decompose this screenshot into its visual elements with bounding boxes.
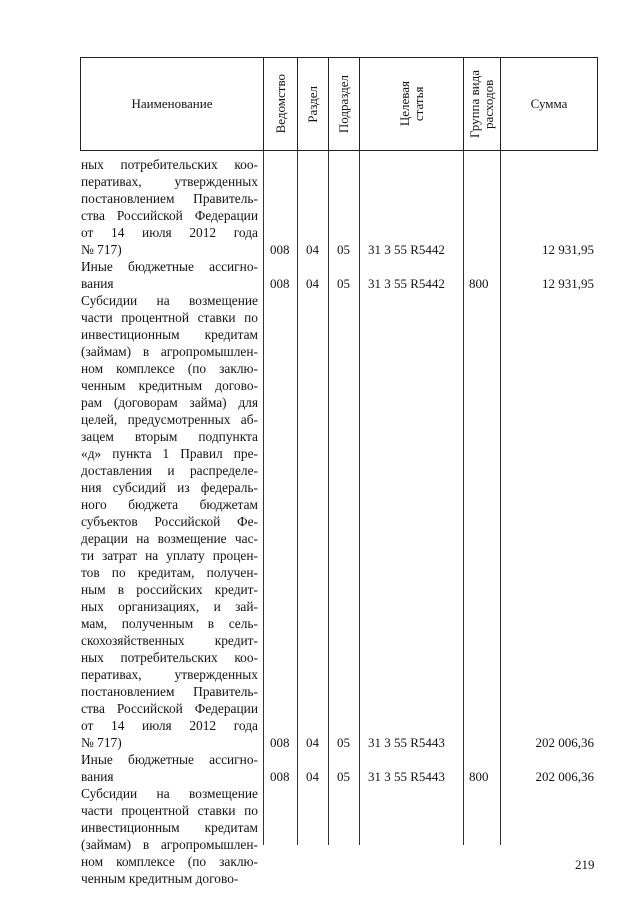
vedomstvo-cell: 008 [270, 242, 290, 257]
row-name-line: ти затрат на уплату процен- [81, 548, 258, 563]
row-name-line: зацем вторым подпункта [81, 429, 258, 444]
summa-cell: 202 006,36 [535, 735, 594, 750]
row-name-line: тов по кредитам, получен- [81, 565, 258, 580]
tselevaya-statya-cell: 31 3 55 R5442 [368, 276, 445, 291]
row-name [81, 751, 258, 785]
gruppa-vida-cell: 800 [469, 769, 489, 784]
row-name-line: Иные бюджетные ассигно- [81, 259, 258, 274]
vedomstvo-cell: 008 [270, 276, 290, 291]
column-divider [328, 151, 329, 845]
row-name-line: ных потребительских коо- [81, 650, 258, 665]
row-name-line: Субсидии на возмещение [81, 293, 258, 308]
row-name-line: субъектов Российской Фе- [81, 514, 258, 529]
column-divider [463, 151, 464, 845]
row-name-line: ном комплексе (по заклю- [81, 361, 258, 376]
summa-cell: 12 931,95 [542, 242, 594, 257]
row-name-line: Иные бюджетные ассигно- [81, 752, 258, 767]
row-name-line: ным в российских кредит- [81, 582, 258, 597]
row-name-line: «д» пункта 1 Правил пре- [81, 446, 258, 461]
podrazdel-cell: 05 [337, 276, 350, 291]
page-number: 219 [575, 857, 595, 872]
row-name-line: мам, полученным в сель- [81, 616, 258, 631]
summa-cell: 202 006,36 [535, 769, 594, 784]
summa-cell: 12 931,95 [542, 276, 594, 291]
row-name-line: целей, предусмотренных аб- [81, 412, 258, 427]
podrazdel-cell: 05 [337, 242, 350, 257]
row-name-line: вания [81, 276, 114, 291]
row-name-line: ном комплексе (по заклю- [81, 854, 258, 869]
gruppa-vida-cell: 800 [469, 276, 489, 291]
row-name-line: дерации на возмещение час- [81, 531, 258, 546]
razdel-cell: 04 [306, 276, 319, 291]
header-summa: Сумма [530, 96, 568, 111]
row-name-line: части процентной ставки по [81, 803, 258, 818]
row-name-line: № 717) [81, 735, 122, 750]
row-name-line: скохозяйственных кредит- [81, 633, 258, 648]
razdel-cell: 04 [306, 769, 319, 784]
tselevaya-statya-cell: 31 3 55 R5443 [368, 735, 445, 750]
row-name-line: ченным кредитным догово- [81, 871, 239, 886]
row-name [81, 156, 258, 258]
row-name-line: ного бюджета бюджетам [81, 497, 258, 512]
tselevaya-statya-cell: 31 3 55 R5442 [368, 242, 445, 257]
header-razdel: Раздел [298, 58, 329, 150]
row-name-line: инвестиционным кредитам [81, 327, 258, 342]
vedomstvo-cell: 008 [270, 769, 290, 784]
row-name [81, 258, 258, 292]
row-name-line: части процентной ставки по [81, 310, 258, 325]
header-podrazdel: Подраздел [329, 58, 360, 150]
razdel-cell: 04 [306, 242, 319, 257]
table-header [80, 57, 598, 151]
row-name-line: инвестиционным кредитам [81, 820, 258, 835]
vedomstvo-cell: 008 [270, 735, 290, 750]
row-name-line: ных потребительских коо- [81, 157, 258, 172]
podrazdel-cell: 05 [337, 769, 350, 784]
header-gruppa-vida-raskhodov: Группа вида расходов [464, 58, 501, 150]
column-divider [263, 151, 264, 845]
header-vedomstvo: Ведомство [264, 58, 298, 150]
row-name-line: доставления и распределе- [81, 463, 258, 478]
row-name-line: (займам) в агропромышлен- [81, 837, 258, 852]
razdel-cell: 04 [306, 735, 319, 750]
row-name-line: от 14 июля 2012 года [81, 718, 258, 733]
row-name-line: ния субсидий из федераль- [81, 480, 258, 495]
column-divider [359, 151, 360, 845]
row-name-line: постановлением Правитель- [81, 191, 258, 206]
row-name [81, 292, 258, 751]
row-name-line: от 14 июля 2012 года [81, 225, 258, 240]
header-name: Наименование [81, 58, 264, 150]
row-name-line: (займам) в агропромышлен- [81, 344, 258, 359]
row-name-line: перативах, утвержденных [81, 174, 258, 189]
row-name-line: ства Российской Федерации [81, 701, 258, 716]
row-name-line: ченным кредитным догово- [81, 378, 258, 393]
header-tselevaya-statya: Целевая статья [360, 58, 464, 150]
row-name-line: № 717) [81, 242, 122, 257]
tselevaya-statya-cell: 31 3 55 R5443 [368, 769, 445, 784]
row-name-line: ных организациях, и зай- [81, 599, 258, 614]
row-name-line: ства Российской Федерации [81, 208, 258, 223]
row-name-line: рам (договорам займа) для [81, 395, 258, 410]
column-divider [297, 151, 298, 845]
row-name [81, 785, 258, 887]
podrazdel-cell: 05 [337, 735, 350, 750]
row-name-line: Субсидии на возмещение [81, 786, 258, 801]
row-name-line: вания [81, 769, 114, 784]
row-name-line: постановлением Правитель- [81, 684, 258, 699]
row-name-line: перативах, утвержденных [81, 667, 258, 682]
